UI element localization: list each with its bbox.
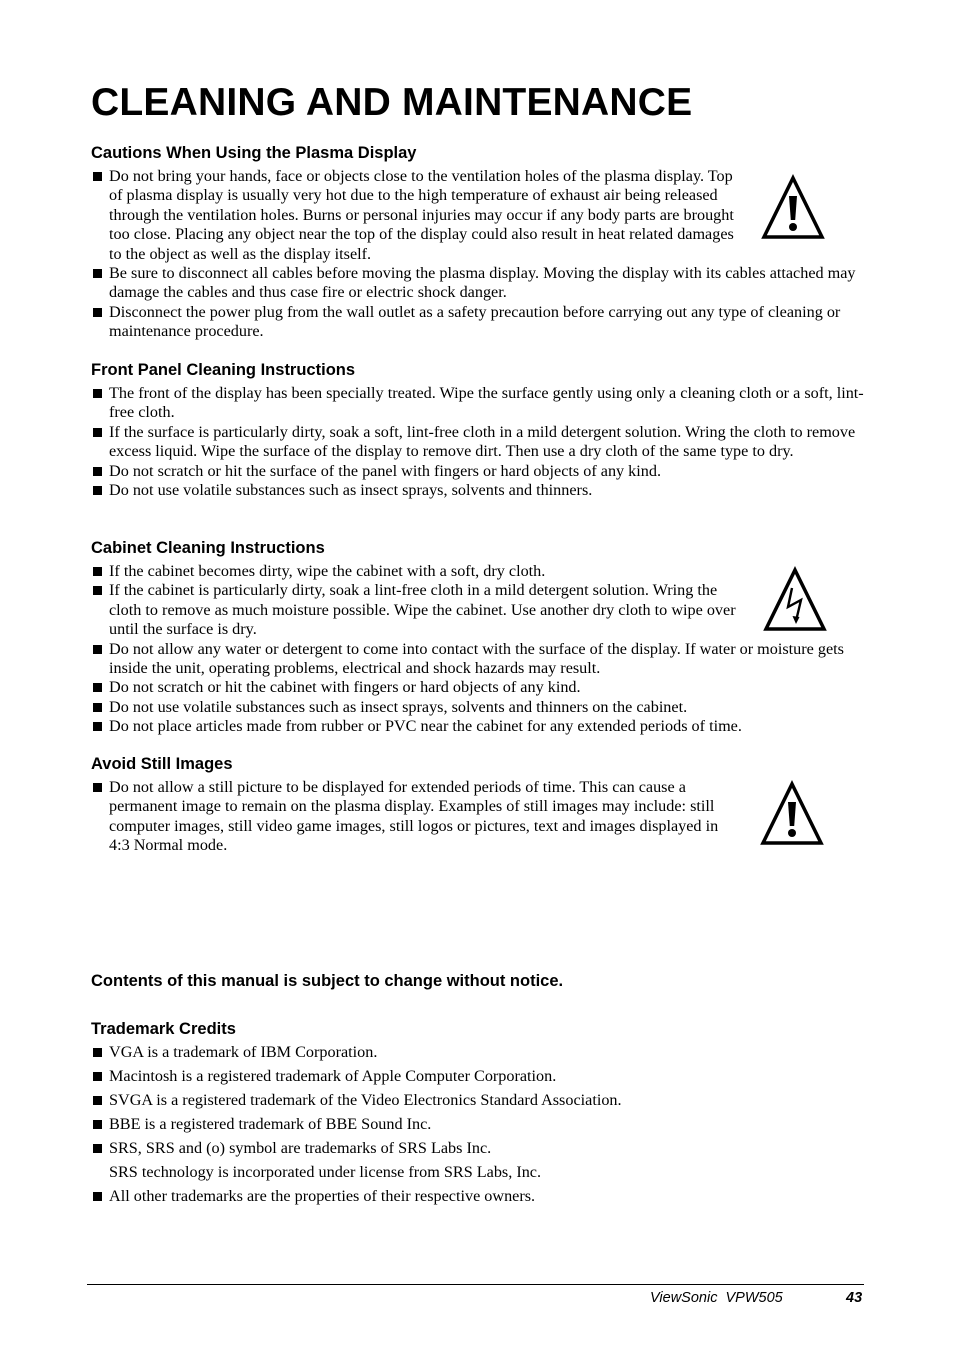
list-item: The front of the display has been specially treated. Wipe the surface gently using only a cleaning cloth or a soft, lint-free cloth.: [91, 384, 881, 423]
section-heading-front-panel: Front Panel Cleaning Instructions: [91, 361, 356, 379]
list-item: Do not allow any water or detergent to come into contact with the surface of the display. If water or moisture gets inside the unit, operating problems, electrical and shock hazards may result.: [91, 640, 881, 679]
list-item: Macintosh is a registered trademark of Apple Computer Corporation.: [91, 1067, 881, 1086]
list-item: Be sure to disconnect all cables before moving the plasma display. Moving the display with its cables attached may damage the cables and thus case fire or electric shock danger.: [91, 264, 857, 303]
footer-divider: [87, 1284, 864, 1285]
list-item: Do not scratch or hit the cabinet with fingers or hard objects of any kind.: [91, 678, 881, 697]
list-item: Do not scratch or hit the surface of the panel with fingers or hard objects of any kind.: [91, 462, 881, 481]
list-item: Do not bring your hands, face or objects close to the ventilation holes of the plasma display. Top of plasma display is usually very hot due to the high temperature of exhaust air being released through the ventilation holes. Burns or personal injuries may occur if any body parts are brought too close. Placing any object near the top of the display could also result in heat related damages to the object as well as the display itself.: [91, 167, 741, 264]
change-notice: Contents of this manual is subject to change without notice.: [91, 972, 564, 990]
list-item: If the cabinet becomes dirty, wipe the cabinet with a soft, dry cloth.: [91, 562, 751, 581]
warning-exclamation-icon: [761, 174, 825, 240]
list-item: Do not place articles made from rubber or PVC near the cabinet for any extended periods of time.: [91, 717, 881, 736]
list-item: SRS technology is incorporated under license from SRS Labs, Inc.: [109, 1163, 542, 1181]
list-item: All other trademarks are the properties of their respective owners.: [91, 1187, 881, 1206]
section-heading-cabinet: Cabinet Cleaning Instructions: [91, 539, 325, 557]
warning-exclamation-icon: [760, 780, 824, 846]
footer-brand: ViewSonic VPW505: [650, 1290, 783, 1306]
section-heading-cautions: Cautions When Using the Plasma Display: [91, 144, 417, 162]
list-item: If the cabinet is particularly dirty, soak a lint-free cloth in a mild detergent solution. Wring the cloth to remove as much moisture possible. Wipe the cabinet. Use another dry cloth to wipe over until the surface is dry.: [91, 581, 751, 639]
list-item: Do not use volatile substances such as insect sprays, solvents and thinners.: [91, 481, 881, 500]
electrical-hazard-icon: [763, 566, 827, 632]
list-item: If the surface is particularly dirty, soak a soft, lint-free cloth in a mild detergent solution. Wring the cloth to remove excess liquid. Wipe the surface of the display to remove dirt. Then use a dry cloth of the same type to dry.: [91, 423, 881, 462]
list-item: SRS, SRS and (o) symbol are trademarks of SRS Labs Inc.: [91, 1139, 881, 1158]
list-item: Do not use volatile substances such as insect sprays, solvents and thinners on the cabinet.: [91, 698, 881, 717]
page-title: CLEANING AND MAINTENANCE: [91, 81, 693, 124]
page-number: 43: [846, 1290, 863, 1306]
list-item: Disconnect the power plug from the wall outlet as a safety precaution before carrying out any type of cleaning or maintenance procedure.: [91, 303, 881, 342]
still-images-list: [91, 778, 741, 856]
list-item: BBE is a registered trademark of BBE Sound Inc.: [91, 1115, 881, 1134]
front-panel-list: [91, 384, 881, 500]
trademark-list: [91, 1043, 881, 1211]
list-item: SVGA is a registered trademark of the Video Electronics Standard Association.: [91, 1091, 881, 1110]
list-item: VGA is a trademark of IBM Corporation.: [91, 1043, 881, 1062]
section-heading-still-images: Avoid Still Images: [91, 755, 233, 773]
section-heading-trademarks: Trademark Credits: [91, 1020, 236, 1038]
list-item: Do not allow a still picture to be displayed for extended periods of time. This can cause a permanent image to remain on the plasma display. Examples of still images may include: still computer images, still video game images, still logos or pictures, text and images displayed in 4:3 Normal mode.: [91, 778, 741, 856]
